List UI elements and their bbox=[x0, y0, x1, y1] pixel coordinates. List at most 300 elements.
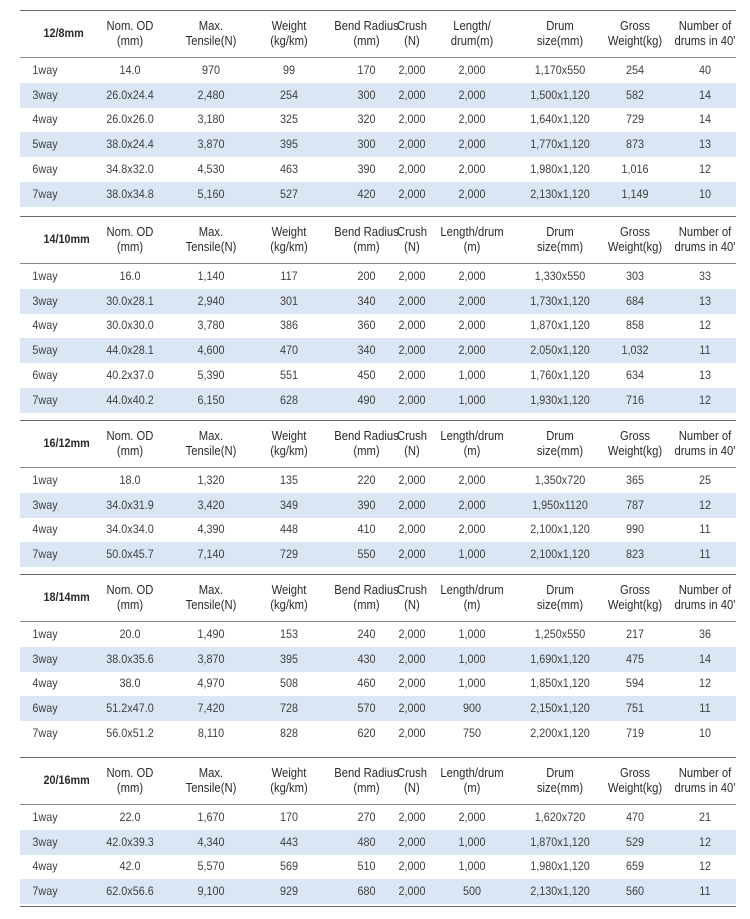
table-cell: 729 bbox=[279, 547, 299, 562]
table-cell: 360 bbox=[356, 318, 376, 333]
row-label: 5way bbox=[32, 343, 58, 358]
table-row bbox=[20, 493, 736, 518]
table-cell: 460 bbox=[356, 676, 376, 691]
column-header: Crush (N) bbox=[396, 765, 428, 795]
table-cell: 301 bbox=[279, 293, 299, 308]
table-cell: 2,000 bbox=[398, 884, 426, 899]
column-header: Length/drum (m) bbox=[440, 428, 504, 458]
column-header: Max. Tensile(N) bbox=[185, 224, 237, 254]
row-label: 5way bbox=[32, 137, 58, 152]
table-cell: 4,340 bbox=[197, 834, 225, 849]
table-cell: 40.2x37.0 bbox=[106, 368, 154, 383]
column-header: Number of drums in 40' bbox=[674, 428, 736, 458]
table-cell: 1,000 bbox=[458, 651, 486, 666]
size-label: 14/10mm bbox=[43, 232, 90, 246]
table-cell: 420 bbox=[356, 186, 376, 201]
table-cell: 750 bbox=[462, 726, 482, 741]
table-cell: 38.0x34.8 bbox=[106, 186, 154, 201]
table-cell: 300 bbox=[356, 87, 376, 102]
table-cell: 728 bbox=[279, 701, 299, 716]
row-label: 1way bbox=[32, 626, 58, 641]
table-cell: 560 bbox=[625, 884, 645, 899]
table-cell: 1,149 bbox=[621, 186, 649, 201]
table-cell: 26.0x24.4 bbox=[106, 87, 154, 102]
table-row bbox=[20, 721, 736, 746]
table-cell: 1,980x1,120 bbox=[530, 859, 590, 874]
table-cell: 2,000 bbox=[398, 547, 426, 562]
table-row bbox=[20, 622, 736, 647]
table-cell: 1,000 bbox=[458, 834, 486, 849]
column-header: Weight (kg/km) bbox=[270, 582, 308, 612]
row-label: 1way bbox=[32, 268, 58, 283]
table-cell: 340 bbox=[356, 293, 376, 308]
table-cell: 13 bbox=[698, 137, 712, 152]
table-cell: 12 bbox=[698, 162, 712, 177]
table-cell: 51.2x47.0 bbox=[106, 701, 154, 716]
column-header: Nom. OD (mm) bbox=[106, 765, 154, 795]
table-cell: 2,000 bbox=[398, 268, 426, 283]
table-cell: 716 bbox=[625, 392, 645, 407]
row-label: 7way bbox=[32, 726, 58, 741]
table-cell: 390 bbox=[356, 162, 376, 177]
table-cell: 170 bbox=[279, 809, 299, 824]
table-cell: 443 bbox=[279, 834, 299, 849]
table-row bbox=[20, 338, 736, 363]
table-cell: 2,000 bbox=[398, 162, 426, 177]
table-cell: 1,690x1,120 bbox=[530, 651, 590, 666]
table-cell: 1,000 bbox=[458, 368, 486, 383]
column-header: Length/drum (m) bbox=[440, 224, 504, 254]
table-cell: 551 bbox=[279, 368, 299, 383]
table-cell: 153 bbox=[279, 626, 299, 641]
table-cell: 320 bbox=[356, 112, 376, 127]
table-cell: 3,180 bbox=[197, 112, 225, 127]
table-cell: 2,000 bbox=[458, 472, 486, 487]
column-header: Drum size(mm) bbox=[536, 224, 584, 254]
column-header: Max. Tensile(N) bbox=[185, 428, 237, 458]
table-cell: 470 bbox=[279, 343, 299, 358]
table-cell: 8,110 bbox=[197, 726, 225, 741]
table-cell: 38.0 bbox=[119, 676, 141, 691]
table-cell: 12 bbox=[698, 392, 712, 407]
column-header: Nom. OD (mm) bbox=[106, 428, 154, 458]
table-row bbox=[20, 830, 736, 855]
column-header: Length/drum (m) bbox=[440, 765, 504, 795]
table-cell: 508 bbox=[279, 676, 299, 691]
column-header: Weight (kg/km) bbox=[270, 18, 308, 48]
table-cell: 99 bbox=[282, 62, 296, 77]
table-cell: 500 bbox=[462, 884, 482, 899]
column-header: Drum size(mm) bbox=[536, 428, 584, 458]
table-cell: 2,000 bbox=[458, 62, 486, 77]
row-label: 6way bbox=[32, 701, 58, 716]
table-row bbox=[20, 696, 736, 721]
row-label: 4way bbox=[32, 112, 58, 127]
table-cell: 2,000 bbox=[458, 112, 486, 127]
table-cell: 5,570 bbox=[197, 859, 225, 874]
table-cell: 220 bbox=[356, 472, 376, 487]
table-cell: 20.0 bbox=[119, 626, 141, 641]
column-header: Nom. OD (mm) bbox=[106, 582, 154, 612]
column-header: Number of drums in 40' bbox=[674, 18, 736, 48]
table-cell: 2,000 bbox=[458, 162, 486, 177]
column-header: Drum size(mm) bbox=[536, 18, 584, 48]
table-cell: 475 bbox=[625, 651, 645, 666]
table-cell: 50.0x45.7 bbox=[106, 547, 154, 562]
table-cell: 2,000 bbox=[398, 137, 426, 152]
table-cell: 11 bbox=[699, 547, 711, 562]
table-cell: 2,000 bbox=[398, 834, 426, 849]
column-header: Crush (N) bbox=[396, 224, 428, 254]
row-label: 7way bbox=[32, 392, 58, 407]
table-cell: 135 bbox=[279, 472, 299, 487]
table-cell: 1,870x1,120 bbox=[530, 834, 590, 849]
table-cell: 2,480 bbox=[197, 87, 225, 102]
column-header: Number of drums in 40' bbox=[674, 582, 736, 612]
table-cell: 7,420 bbox=[197, 701, 225, 716]
table-cell: 450 bbox=[356, 368, 376, 383]
size-label: 16/12mm bbox=[43, 436, 90, 450]
table-cell: 2,000 bbox=[458, 87, 486, 102]
table-cell: 34.0x34.0 bbox=[106, 522, 154, 537]
column-header: Weight (kg/km) bbox=[270, 224, 308, 254]
table-cell: 14.0 bbox=[119, 62, 141, 77]
table-cell: 16.0 bbox=[119, 268, 141, 283]
table-row bbox=[20, 182, 736, 207]
table-cell: 510 bbox=[356, 859, 376, 874]
column-header: Gross Weight(kg) bbox=[607, 582, 663, 612]
table-cell: 395 bbox=[279, 651, 299, 666]
table-cell: 858 bbox=[625, 318, 645, 333]
table-cell: 527 bbox=[279, 186, 299, 201]
column-header: Bend Radius (mm) bbox=[333, 765, 399, 795]
column-header: Drum size(mm) bbox=[536, 582, 584, 612]
row-label: 4way bbox=[32, 318, 58, 333]
table-cell: 62.0x56.6 bbox=[106, 884, 154, 899]
table-cell: 2,000 bbox=[398, 522, 426, 537]
table-row bbox=[20, 518, 736, 543]
table-cell: 569 bbox=[279, 859, 299, 874]
table-cell: 550 bbox=[356, 547, 376, 562]
table-cell: 56.0x51.2 bbox=[106, 726, 154, 741]
table-cell: 11 bbox=[699, 884, 711, 899]
table-cell: 2,000 bbox=[398, 62, 426, 77]
table-cell: 430 bbox=[356, 651, 376, 666]
table-row bbox=[20, 805, 736, 830]
table-cell: 1,730x1,120 bbox=[530, 293, 590, 308]
page-bottom-rule bbox=[20, 906, 736, 907]
table-cell: 14 bbox=[698, 112, 712, 127]
table-cell: 2,000 bbox=[398, 701, 426, 716]
row-label: 3way bbox=[32, 497, 58, 512]
column-header: Bend Radius (mm) bbox=[333, 18, 399, 48]
table-row bbox=[20, 388, 736, 413]
table-cell: 3,870 bbox=[197, 651, 225, 666]
table-cell: 2,000 bbox=[398, 392, 426, 407]
row-label: 4way bbox=[32, 676, 58, 691]
table-cell: 4,600 bbox=[197, 343, 225, 358]
table-cell: 2,000 bbox=[458, 186, 486, 201]
table-cell: 2,000 bbox=[398, 726, 426, 741]
column-header: Nom. OD (mm) bbox=[106, 18, 154, 48]
table-cell: 582 bbox=[625, 87, 645, 102]
table-cell: 719 bbox=[625, 726, 645, 741]
table-cell: 2,050x1,120 bbox=[530, 343, 590, 358]
table-cell: 117 bbox=[280, 268, 298, 283]
table-cell: 2,000 bbox=[398, 343, 426, 358]
column-header: Crush (N) bbox=[396, 428, 428, 458]
table-cell: 594 bbox=[625, 676, 645, 691]
table-row bbox=[20, 264, 736, 289]
table-cell: 490 bbox=[356, 392, 376, 407]
table-cell: 463 bbox=[279, 162, 299, 177]
table-cell: 340 bbox=[356, 343, 376, 358]
column-header: Crush (N) bbox=[396, 582, 428, 612]
table-cell: 303 bbox=[625, 268, 645, 283]
table-cell: 12 bbox=[698, 318, 712, 333]
table-cell: 1,170x550 bbox=[534, 62, 586, 77]
row-label: 1way bbox=[32, 472, 58, 487]
table-cell: 1,250x550 bbox=[534, 626, 586, 641]
column-header: Gross Weight(kg) bbox=[607, 224, 663, 254]
table-row bbox=[20, 647, 736, 672]
table-cell: 254 bbox=[279, 87, 299, 102]
table-cell: 2,940 bbox=[197, 293, 225, 308]
table-row bbox=[20, 83, 736, 108]
table-cell: 4,970 bbox=[197, 676, 225, 691]
table-cell: 10 bbox=[698, 726, 712, 741]
table-cell: 22.0 bbox=[119, 809, 141, 824]
table-cell: 3,870 bbox=[197, 137, 225, 152]
column-header: Bend Radius (mm) bbox=[333, 428, 399, 458]
table-cell: 2,000 bbox=[398, 318, 426, 333]
table-cell: 787 bbox=[625, 497, 645, 512]
row-label: 6way bbox=[32, 162, 58, 177]
table-cell: 12 bbox=[698, 834, 712, 849]
table-cell: 14 bbox=[698, 651, 712, 666]
table-cell: 240 bbox=[356, 626, 376, 641]
table-cell: 13 bbox=[698, 368, 712, 383]
table-cell: 2,000 bbox=[398, 293, 426, 308]
table-cell: 2,000 bbox=[398, 112, 426, 127]
table-cell: 217 bbox=[625, 626, 645, 641]
table-cell: 7,140 bbox=[197, 547, 225, 562]
table-cell: 1,930x1,120 bbox=[530, 392, 590, 407]
table-cell: 828 bbox=[279, 726, 299, 741]
table-cell: 36 bbox=[698, 626, 712, 641]
row-label: 6way bbox=[32, 368, 58, 383]
column-header: Weight (kg/km) bbox=[270, 765, 308, 795]
table-cell: 26.0x26.0 bbox=[106, 112, 154, 127]
column-header: Max. Tensile(N) bbox=[185, 18, 237, 48]
column-header: Crush (N) bbox=[396, 18, 428, 48]
table-cell: 12 bbox=[698, 859, 712, 874]
table-cell: 34.8x32.0 bbox=[106, 162, 154, 177]
table-row bbox=[20, 289, 736, 314]
table-cell: 2,000 bbox=[398, 859, 426, 874]
table-cell: 628 bbox=[279, 392, 299, 407]
table-cell: 270 bbox=[356, 809, 376, 824]
table-cell: 410 bbox=[356, 522, 376, 537]
table-cell: 2,100x1,120 bbox=[530, 522, 590, 537]
table-cell: 2,000 bbox=[458, 809, 486, 824]
table-row bbox=[20, 157, 736, 182]
table-cell: 1,870x1,120 bbox=[530, 318, 590, 333]
table-cell: 4,390 bbox=[197, 522, 225, 537]
table-cell: 30.0x28.1 bbox=[106, 293, 154, 308]
table-cell: 1,000 bbox=[458, 547, 486, 562]
table-row bbox=[20, 542, 736, 567]
table-cell: 2,100x1,120 bbox=[530, 547, 590, 562]
row-label: 3way bbox=[32, 651, 58, 666]
table-cell: 2,000 bbox=[398, 497, 426, 512]
table-cell: 42.0x39.3 bbox=[106, 834, 154, 849]
table-cell: 1,670 bbox=[197, 809, 225, 824]
table-cell: 365 bbox=[625, 472, 645, 487]
table-cell: 900 bbox=[462, 701, 482, 716]
table-cell: 2,000 bbox=[458, 137, 486, 152]
column-header: Max. Tensile(N) bbox=[185, 765, 237, 795]
table-cell: 448 bbox=[279, 522, 299, 537]
column-header: Number of drums in 40' bbox=[674, 224, 736, 254]
table-cell: 2,000 bbox=[398, 186, 426, 201]
table-cell: 34.0x31.9 bbox=[106, 497, 154, 512]
table-cell: 390 bbox=[356, 497, 376, 512]
table-cell: 25 bbox=[698, 472, 712, 487]
table-row bbox=[20, 879, 736, 904]
table-cell: 6,150 bbox=[197, 392, 225, 407]
table-cell: 11 bbox=[699, 701, 711, 716]
table-cell: 40 bbox=[698, 62, 712, 77]
table-cell: 33 bbox=[698, 268, 712, 283]
table-cell: 1,770x1,120 bbox=[530, 137, 590, 152]
table-cell: 873 bbox=[625, 137, 645, 152]
column-header: Gross Weight(kg) bbox=[607, 428, 663, 458]
table-cell: 5,390 bbox=[197, 368, 225, 383]
table-cell: 659 bbox=[625, 859, 645, 874]
table-cell: 529 bbox=[625, 834, 645, 849]
column-header: Number of drums in 40' bbox=[674, 765, 736, 795]
table-cell: 1,640x1,120 bbox=[530, 112, 590, 127]
table-cell: 1,016 bbox=[621, 162, 649, 177]
table-cell: 2,200x1,120 bbox=[530, 726, 590, 741]
table-cell: 11 bbox=[699, 343, 711, 358]
table-cell: 2,000 bbox=[458, 343, 486, 358]
table-cell: 4,530 bbox=[197, 162, 225, 177]
table-cell: 620 bbox=[356, 726, 376, 741]
table-row bbox=[20, 132, 736, 157]
table-cell: 2,000 bbox=[398, 87, 426, 102]
table-cell: 349 bbox=[279, 497, 299, 512]
column-header: Length/drum (m) bbox=[440, 582, 504, 612]
table-cell: 1,490 bbox=[197, 626, 225, 641]
table-cell: 3,780 bbox=[197, 318, 225, 333]
table-row bbox=[20, 58, 736, 83]
table-cell: 325 bbox=[279, 112, 299, 127]
column-header: Drum size(mm) bbox=[536, 765, 584, 795]
table-cell: 480 bbox=[356, 834, 376, 849]
table-cell: 1,850x1,120 bbox=[530, 676, 590, 691]
row-label: 7way bbox=[32, 186, 58, 201]
table-row bbox=[20, 672, 736, 697]
table-cell: 1,000 bbox=[458, 676, 486, 691]
table-cell: 12 bbox=[698, 497, 712, 512]
table-cell: 1,000 bbox=[458, 392, 486, 407]
table-cell: 2,130x1,120 bbox=[530, 884, 590, 899]
column-header: Bend Radius (mm) bbox=[333, 582, 399, 612]
row-label: 3way bbox=[32, 87, 58, 102]
table-cell: 30.0x30.0 bbox=[106, 318, 154, 333]
table-cell: 2,000 bbox=[458, 293, 486, 308]
table-cell: 11 bbox=[699, 522, 711, 537]
table-cell: 1,320 bbox=[197, 472, 225, 487]
table-cell: 1,950x1120 bbox=[532, 497, 588, 512]
table-cell: 1,620x720 bbox=[534, 809, 586, 824]
table-cell: 2,000 bbox=[398, 472, 426, 487]
table-cell: 2,000 bbox=[398, 651, 426, 666]
table-cell: 1,500x1,120 bbox=[530, 87, 590, 102]
row-label: 3way bbox=[32, 293, 58, 308]
table-cell: 200 bbox=[356, 268, 376, 283]
row-label: 7way bbox=[32, 884, 58, 899]
table-cell: 751 bbox=[625, 701, 645, 716]
table-cell: 1,980x1,120 bbox=[530, 162, 590, 177]
table-cell: 2,000 bbox=[398, 368, 426, 383]
table-cell: 2,000 bbox=[458, 318, 486, 333]
table-row bbox=[20, 108, 736, 133]
table-cell: 44.0x28.1 bbox=[106, 343, 154, 358]
table-cell: 470 bbox=[625, 809, 645, 824]
column-header: Gross Weight(kg) bbox=[607, 18, 663, 48]
table-row bbox=[20, 468, 736, 493]
table-cell: 2,000 bbox=[458, 497, 486, 512]
table-cell: 13 bbox=[698, 293, 712, 308]
row-label: 4way bbox=[32, 859, 58, 874]
table-cell: 10 bbox=[698, 186, 712, 201]
table-cell: 570 bbox=[356, 701, 376, 716]
column-header: Bend Radius (mm) bbox=[333, 224, 399, 254]
table-cell: 3,420 bbox=[197, 497, 225, 512]
table-cell: 21 bbox=[698, 809, 712, 824]
table-cell: 2,000 bbox=[398, 809, 426, 824]
size-label: 18/14mm bbox=[43, 590, 90, 604]
table-cell: 170 bbox=[356, 62, 376, 77]
row-label: 7way bbox=[32, 547, 58, 562]
table-cell: 254 bbox=[625, 62, 645, 77]
table-cell: 18.0 bbox=[119, 472, 141, 487]
table-cell: 2,000 bbox=[458, 268, 486, 283]
table-cell: 729 bbox=[625, 112, 645, 127]
table-cell: 44.0x40.2 bbox=[106, 392, 154, 407]
row-label: 1way bbox=[32, 809, 58, 824]
table-cell: 680 bbox=[356, 884, 376, 899]
table-cell: 38.0x24.4 bbox=[106, 137, 154, 152]
table-cell: 1,760x1,120 bbox=[530, 368, 590, 383]
row-label: 3way bbox=[32, 834, 58, 849]
table-cell: 823 bbox=[625, 547, 645, 562]
table-cell: 684 bbox=[625, 293, 645, 308]
column-header: Length/ drum(m) bbox=[450, 18, 494, 48]
table-cell: 386 bbox=[279, 318, 299, 333]
size-label: 12/8mm bbox=[43, 26, 84, 40]
table-row bbox=[20, 855, 736, 880]
table-cell: 2,000 bbox=[398, 676, 426, 691]
row-label: 4way bbox=[32, 522, 58, 537]
table-cell: 14 bbox=[698, 87, 712, 102]
table-row bbox=[20, 363, 736, 388]
table-cell: 300 bbox=[356, 137, 376, 152]
size-label: 20/16mm bbox=[43, 773, 90, 787]
